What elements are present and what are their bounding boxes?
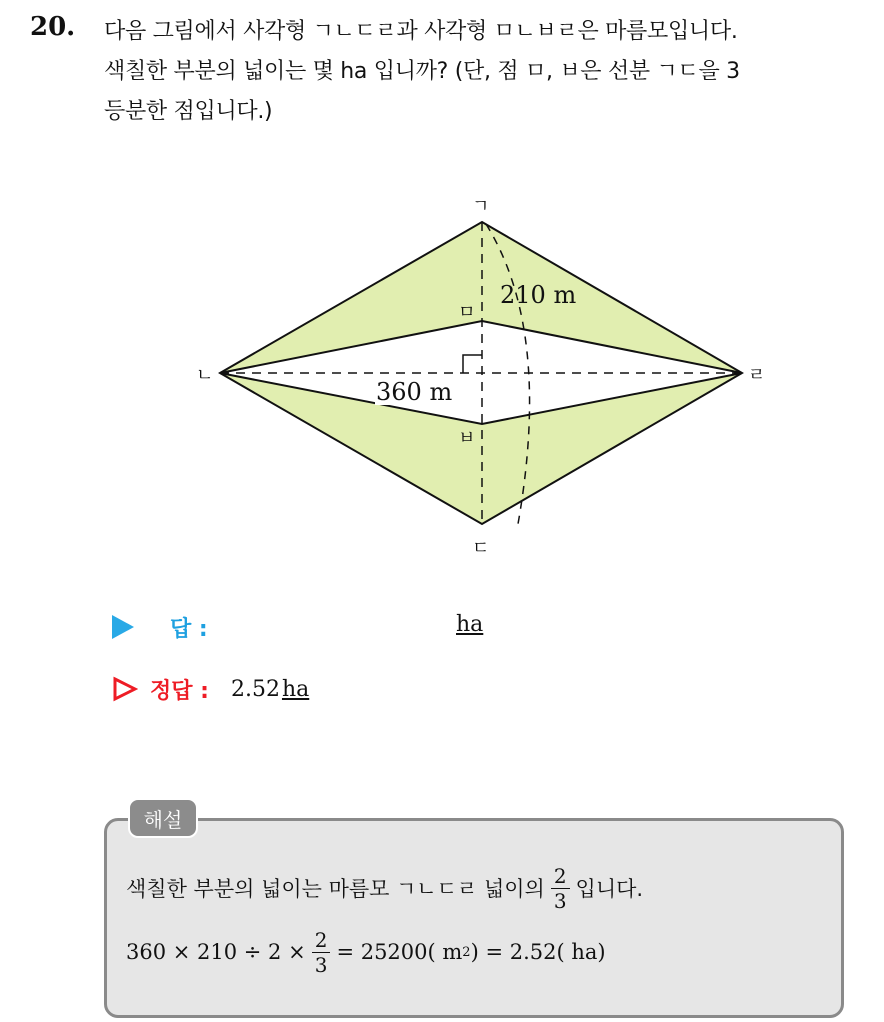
explanation-line-2-eq2: ) = 2.52( ha) xyxy=(470,940,606,964)
vertex-label-upper-inner: ㅁ xyxy=(458,302,476,323)
correct-answer-unit: ha xyxy=(281,676,310,702)
rhombus-figure xyxy=(180,180,780,570)
correct-answer-number: 2.52 xyxy=(230,676,280,702)
explanation-line-1-suffix: 입니다. xyxy=(575,877,644,901)
answer-unit: ha xyxy=(456,612,484,637)
vertex-label-top: ㄱ xyxy=(472,196,490,217)
explanation-line-1-text: 색칠한 부분의 넓이는 마름모 ㄱㄴㄷㄹ 넓이의 xyxy=(126,877,545,901)
fraction-1-numerator: 2 xyxy=(551,864,570,889)
explanation-line-2-sup: 2 xyxy=(462,944,471,960)
vertex-label-right: ㄹ xyxy=(748,365,766,386)
explanation-line-1 xyxy=(126,858,643,918)
vertex-label-left: ㄴ xyxy=(196,365,214,386)
explanation-box xyxy=(104,818,844,1018)
answer-row xyxy=(112,610,208,644)
rhombus-diagram xyxy=(180,180,780,570)
play-arrow-icon xyxy=(112,615,134,639)
explanation-fraction-2 xyxy=(312,928,331,977)
answer-label: 답 : xyxy=(170,616,208,642)
fraction-2-denominator: 3 xyxy=(314,952,328,977)
explanation-line-2-eq1: = 25200( m xyxy=(336,940,463,964)
correct-answer-row xyxy=(112,672,309,706)
measure-vertical-label: 210 m xyxy=(500,281,577,309)
question-number: 20. xyxy=(30,12,76,42)
outline-arrow-icon xyxy=(112,676,138,702)
correct-answer-label: 정답 : xyxy=(150,678,209,704)
explanation-tag: 해설 xyxy=(128,798,198,838)
correct-answer-value xyxy=(231,677,309,702)
measure-horizontal-label: 360 m xyxy=(376,378,453,406)
question-line-3: 등분한 점입니다.) xyxy=(104,99,273,124)
explanation-line-2 xyxy=(126,922,606,982)
question-text xyxy=(104,12,874,132)
right-angle-mark xyxy=(463,355,482,373)
fraction-1-denominator: 3 xyxy=(553,888,567,913)
vertex-label-bottom: ㄷ xyxy=(472,538,490,559)
question-line-2: 색칠한 부분의 넓이는 몇 ha 입니까? (단, 점 ㅁ, ㅂ은 선분 ㄱㄷ을 3 xyxy=(104,59,740,84)
vertex-label-lower-inner: ㅂ xyxy=(458,428,476,449)
fraction-2-numerator: 2 xyxy=(312,928,331,953)
question-line-1: 다음 그림에서 사각형 ㄱㄴㄷㄹ과 사각형 ㅁㄴㅂㄹ은 마름모입니다. xyxy=(104,19,738,44)
explanation-line-2-prefix: 360 × 210 ÷ 2 × xyxy=(126,940,306,964)
explanation-fraction-1 xyxy=(551,864,570,913)
